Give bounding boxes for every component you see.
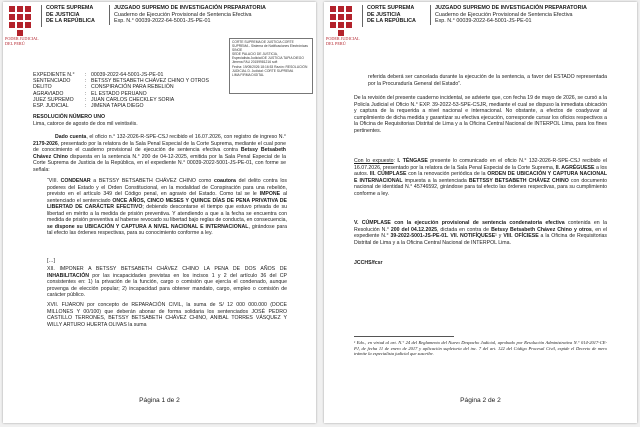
separator: : [85, 96, 87, 103]
separator: : [85, 90, 87, 97]
case-info-value: 00039-2022-64-5001-JS-PE-01 [91, 72, 164, 78]
sentenced-name: Betssy Betsabeth Chávez Chino [33, 147, 286, 160]
case-info-row [33, 103, 209, 109]
page-number: Página 2 de 2 [460, 397, 501, 404]
footnote: ¹ Edo., en virtud al art. N.° 24 del Reglamento del Nuevo Despacho Judicial, aprobado por Resolución Administrativa N.° 014-2017-CE-PJ, de fecha 11 de enero de 2017 y aplicación supletoria del inc. 7 del art. 122 del Código Procesal Civil, expide el Decreto de mero trámite la especialista judicial que suscribe. [354, 340, 607, 357]
initials: JCCHS/fcsr [354, 260, 383, 266]
case-info-value: CONSPIRACIÓN PARA REBELIÓN [91, 84, 174, 91]
court-name [362, 5, 416, 27]
text-run: , en el expediente N.° [354, 226, 608, 239]
text-run: III. CÚMPLASE [369, 171, 407, 177]
digital-signature-stamp [229, 38, 313, 94]
court-line: DE LA REPÚBLICA [46, 18, 95, 25]
stamp-line: CORTE SUPREMA DE JUSTICIA CORTE [232, 40, 294, 44]
text-run: con documento nacional de identidad N.° 45746592, girándose para tal efecto las órdenes respectivas, para su cumplimiento conforme a ley. [354, 177, 607, 197]
text-run: por las incapacidades previstas en los incisos 1 y 2 del artículo 36 del CP consistentes en: 1) la privación de la función, cargo o comisión que ejercía el condenado, aunque provenga de elección popular; 2) incapacidad para obtener mandato, cargo, empleo o comisión de carácter público. [47, 272, 287, 298]
document-page-2 [324, 2, 637, 423]
text-run: “VIII. [47, 178, 61, 184]
separator: : [85, 84, 87, 91]
text-run: VIII. OFÍCIESE [503, 233, 539, 239]
text-run: , presentado por la relatora de la Sala Penal Especial de la Corte Suprema, mediante el cual pone de conocimiento el cuaderno provisional de ejecución de sentencia efectiva contra [33, 140, 286, 153]
text-run: Betssy Betsabeth Chávez Chino y otros [491, 226, 592, 233]
stamp-line: SINOE [232, 48, 243, 53]
text-run: : [393, 158, 398, 164]
case-info-key: JUEZ SUPREMO [33, 96, 74, 103]
text-run: II. AGRÉGUESE [555, 164, 595, 171]
court-line: DE LA REPÚBLICA [367, 18, 416, 25]
case-number: Exp. N.° 00039-2022-64-5001-JS-PE-01 [435, 18, 532, 25]
text-run: , dictada en contra de [437, 226, 492, 233]
case-info-value: JUAN CARLOS CHECKLEY SORIA [91, 96, 175, 103]
case-number: Exp. N.° 00039-2022-64-5001-JS-PE-01 [114, 18, 211, 25]
juzgado-title: JUZGADO SUPREMO DE INVESTIGACIÓN PREPARATORIA [435, 5, 587, 11]
text-run: del delito contra los poderes del Estado y el Orden Constitucional, en la modalidad de Conspiración para una rebelión, previsto en el artículo 349 del Código penal, en agravio del Estado. Como tal se le [47, 178, 287, 197]
text-run: IMPONE [259, 191, 281, 197]
quote-xii [47, 266, 287, 299]
text-run: presente lo comunicado en el oficio N.° 132-2026-R-SPE-CSJ recibido el 16.07.2026, presentado por la relatora de la Sala Penal Especial de la Corte Suprema, [354, 158, 607, 171]
case-info-key: SENTENCIADO [33, 78, 71, 85]
court-name [41, 5, 95, 27]
text-run: a los autos. [354, 164, 607, 177]
footnote-divider [354, 336, 454, 337]
text-run: INHABILITACIÓN [47, 272, 89, 279]
text-run: ONCE AÑOS, CINCO MESES Y QUINCE DÍAS DE PENA PRIVATIVA DE LIBERTAD DE CARÁCTER EFECTIVO [47, 197, 287, 210]
text-run: ; debiendo descontarse el tiempo que estuvo privada de su libertad en mérito a la medida de prisión preventiva. Y atendiendo a que a la fecha se encuentra con medida de prisión preventiva al haberse revocado su libertad bajo reglas de conducta, en consecuencia, [47, 204, 287, 223]
juzgado-block [109, 5, 314, 25]
stamp-line: Jimena FAU 20159981216 soft [232, 60, 278, 65]
case-info-value: EL ESTADO PERUANO [91, 90, 147, 97]
court-line: CORTE SUPREMA [367, 5, 415, 11]
juzgado-subtitle: Cuaderno de Ejecución Provisional de Sentencia Efectiva [114, 11, 252, 18]
dado-cuenta-paragraph [33, 134, 286, 173]
stamp-line: Especialista Judicial:DE JUSTICIA TAPIA DIEGO [232, 56, 304, 61]
text-run: ¹ y [495, 233, 504, 239]
logo-caption: PODER JUDICIAL DEL PERÚ [326, 36, 360, 46]
juzgado-subtitle: Cuaderno de Ejecución Provisional de Sentencia Efectiva [435, 11, 573, 18]
review-paragraph: De la revisión del presente cuaderno incidental, se advierte que, con fecha 19 de mayo de 2026, se cursó a la Policía Judicial el Oficio N.° EXP. 39-2022-53-SPE-CSJR, mediante el cual se dispuso la inmediata ubicación y captura de la requerida a nivel nacional e internacional. No obstante, a efectos de coadyuvar al cumplimiento de dicha medida y garantizar su efectiva ejecución, corresponde cursar los oficios respectivos a la Oficina de Requisitorias Distrital de Lima y a la Oficina Central Nacional de INTERPOL Lima, para los fines pertinentes. [354, 95, 607, 134]
juzgado-block [430, 5, 635, 25]
case-info-key: DELITO [33, 84, 52, 91]
separator: : [85, 103, 87, 110]
order-v-paragraph [354, 220, 607, 246]
case-info-key: AGRAVIADO [33, 90, 64, 97]
ellipsis: […] [47, 258, 56, 264]
dado-cuenta-label: Dado cuenta [55, 134, 87, 140]
stamp-line: JUDICIAL D. Judicial: CORTE SUPREMA [232, 68, 294, 73]
judiciary-logo [330, 6, 352, 36]
text-run: impuesta a la sentenciada [402, 177, 469, 184]
resolution-title: RESOLUCIÓN NÚMERO UNO [33, 114, 106, 120]
document-page-1 [3, 2, 316, 423]
text-run: con la renovación periódica de la [406, 171, 488, 177]
stamp-line: Fecha: 19/05/2026 18:16:53 Razón: RESOLUCIÓN [232, 64, 308, 69]
court-line: DE JUSTICIA [46, 11, 80, 18]
text-run: , el oficio n.° 132-2026-R-SPE-CSJ recibido el 16.07.2026, con registro de ingreso N.° [86, 134, 286, 140]
case-info-key: ESP. JUDICIAL [33, 103, 69, 110]
stamp-line: LIMA FIRMA DIGITAL [232, 72, 264, 77]
text-run: coautora [213, 178, 236, 184]
judiciary-logo [9, 6, 31, 36]
page-number: Página 1 de 2 [139, 397, 180, 404]
page-header [324, 2, 637, 52]
court-line: CORTE SUPREMA [46, 5, 94, 11]
text-run: dispuesta en la sentencia N.° 200 de 04-12-2025, emitida por la Sala Penal Especial de la Corte Suprema de Justicia de la República, en el expediente N.° 00039-2022-5001-JS-PE-01, con forme se señala: [33, 153, 286, 173]
quote-viii [47, 178, 287, 237]
text-run: a la Oficina de Requisitorias Distrital de Lima y a la Oficina Central Nacional de INTERPOL Lima. [354, 233, 607, 246]
case-info-value: BETSSY BETSABETH CHÁVEZ CHINO Y OTROS [91, 78, 209, 85]
text-run: V. CÚMPLASE con la ejecución provisional de sentencia condenatoria efectiva [354, 220, 565, 226]
text-run: CONDENAR [60, 178, 91, 184]
date-line: Lima, catorce de agosto de dos mil veintiséis. [33, 121, 138, 127]
text-run: Con lo expuesto [354, 158, 394, 164]
case-info-value: JIMENA TAPIA DIEGO [91, 103, 144, 110]
separator: : [85, 78, 87, 85]
text-run: 200 del 04.12.2025 [390, 226, 437, 233]
continuation-text: referida deberá ser cancelada durante la ejecución de la sentencia, a favor del ESTADO representada por la Procuraduría General del Estado”. [368, 74, 607, 87]
text-run: al sentenciado el sentenciado [47, 191, 287, 204]
text-run: a BETSSY BETSABETH CHÁVEZ CHINO como [90, 178, 214, 184]
stamp-line: SUPREMA - Sistema de Notificaciones Electrónicas [232, 44, 308, 49]
logo-caption: PODER JUDICIAL DEL PERÚ [5, 36, 39, 46]
text-run: contenida en la Resolución N.° [354, 220, 607, 233]
text-run: se dispone su UBICACIÓN Y CAPTURA A NIVEL NACIONAL E INTERNACIONAL [47, 223, 249, 230]
text-run: I. TÉNGASE [397, 158, 428, 164]
text-run: 39-2022-5001-JS-PE-01. VII. NOTIFÍQUESE [390, 233, 496, 239]
stamp-line: SEDE PALACIO DE JUSTICIA, [232, 52, 278, 57]
text-run: , girándose para tal efecto las órdenes respectivas, para su conocimiento conforme a ley. [47, 223, 287, 236]
registry-number: 2179-2026 [33, 140, 58, 147]
text-run: ORDEN DE UBICACIÓN Y CAPTURA NACIONAL E INTERNACIONAL [354, 171, 607, 184]
case-info [33, 72, 209, 109]
juzgado-title: JUZGADO SUPREMO DE INVESTIGACIÓN PREPARATORIA [114, 5, 266, 11]
quote-xvii: XVII. FIJARON por concepto de REPARACIÓN CIVIL, la suma de S/ 12 000 000.000 (DOCE MILLONES Y 00/100) que deberán abonar de forma solidaria los sentenciados JOSÉ PEDRO CASTILLO TERRONES, BETSSY BETSABETH CHÁVEZ CHINO, ANIBAL TORRES VÁSQUEZ Y WILLY ARTURO HUERTA OLIVAS la suma [47, 302, 287, 328]
text-run: XII. IMPONER A BETSSY BETSABETH CHÁVEZ CHINO LA PENA DE DOS AÑOS DE [47, 266, 287, 272]
case-info-key: EXPEDIENTE N.° [33, 72, 75, 78]
court-line: DE JUSTICIA [367, 11, 401, 18]
disposition-paragraph [354, 158, 607, 197]
text-run: BETTSSY BETSABETH CHÁVEZ CHINO [468, 177, 569, 184]
separator: : [85, 72, 87, 78]
